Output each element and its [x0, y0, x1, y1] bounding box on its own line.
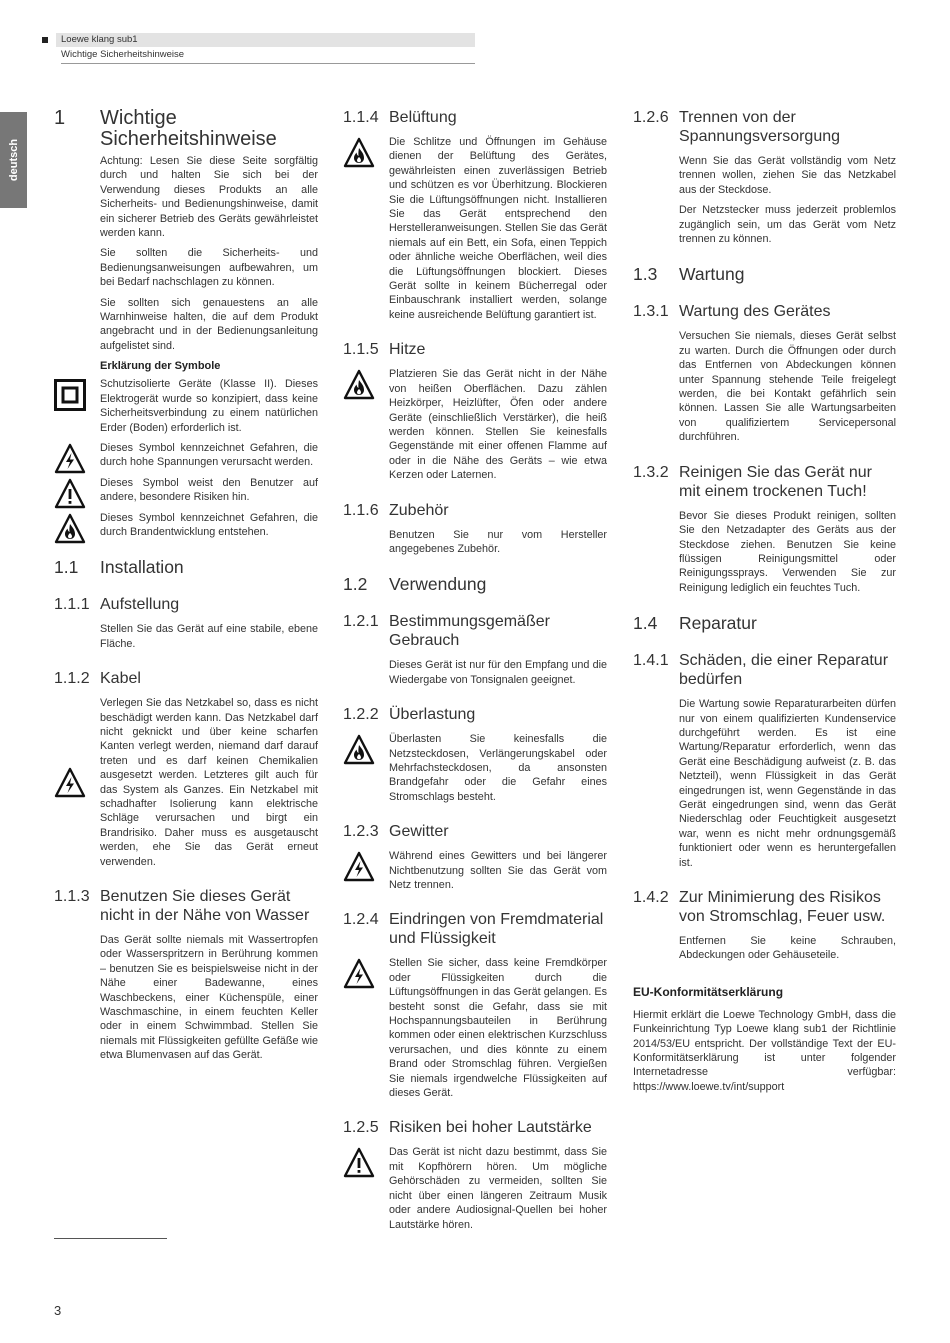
header-section: Wichtige Sicherheitshinweise — [61, 48, 475, 64]
header-bullet — [42, 37, 48, 43]
paragraph: Verlegen Sie das Netzkabel so, dass es nicht beschädigt werden kann. Das Netzkabel darf nicht geknickt und über keine scharfen Kanten verlegt werden, niemand darf darauf treten und es darf keinen Chemikalien ausgesetzt werden. Letzteres gilt auch für das System als Ganzes. Ein Netzkabel mit schadhafter Isolierung kann elektrische Schläge verursachen und birgt ein Brandrisiko. Daher muss es ausgetauscht werden, ehe Sie das Gerät erneut verwenden. — [100, 697, 318, 868]
heading-title: Wichtige Sicherheitshinweise — [100, 107, 277, 150]
heading-title: Verwendung — [389, 574, 487, 595]
heading-number: 1.1.2 — [54, 670, 90, 688]
symbol-row — [54, 476, 318, 505]
heading-1-4-2 — [633, 888, 896, 926]
paragraph: Stellen Sie sicher, dass keine Fremdkörper oder Flüssigkeiten durch die Lüftungsöffnungen in das Gerät gelangen. Es besteht sonst die Gefahr, dass sie mit Hochspannungsbauteilen in Berührung kommen oder einen elektrischen Kurzschluss verursachen, und dies könnte zu einem Brand oder Stromschlag führen. Vergießen Sie niemals irgendwelche Flüssigkeiten auf dieses Gerät. — [389, 957, 607, 1100]
heading-number: 1.3 — [633, 264, 658, 285]
paragraph: Das Gerät ist nicht dazu bestimmt, dass Sie mit Kopfhörern hören. Um mögliche Gehörschäden zu vermeiden, sollten Sie nicht über einen längeren Zeitraum Musik oder andere Audiosignal-Quellen bei hoher Lautstärke hören. — [389, 1146, 607, 1231]
heading-number: 1.3.1 — [633, 303, 669, 321]
heading-number: 1.2.4 — [343, 911, 379, 929]
paragraph: Achtung: Lesen Sie diese Seite sorgfältig durch und halten Sie sich bei der Verwendung dieses Produkts an alle Sicherheits- und Bedienungshinweise, damit ein sicherer Betrieb des Geräts gewährleistet werden kann. — [100, 155, 318, 240]
paragraph: Das Gerät sollte niemals mit Wassertropfen oder Wasserspritzern in Berührung kommen – benutzen Sie es beispielsweise nicht in der Nähe einer Badewanne, eines Waschbeckens, einer Küchenspüle, einer Waschmaschine, in einem feuchten Keller oder in einem Schwimmbad. Stellen Sie niemals mit Flüssigkeiten gefüllte Gefäße wie etwa Blumenvasen auf das Gerät. — [100, 934, 318, 1062]
paragraph: Bevor Sie dieses Produkt reinigen, sollten Sie den Netzadapter des Geräts aus der Steckdose ziehen. Benutzen Sie keine flüssigen Reinigungsmittel oder Reinigungssprays. Verwenden Sie zur Reinigung lediglich ein feuchtes Tuch. — [679, 509, 896, 594]
paragraph: Der Netzstecker muss jederzeit problemlos zugänglich sein, um das Gerät vom Netz trennen zu können. — [679, 204, 896, 246]
exclamation-warning-icon — [54, 478, 86, 510]
paragraph: Entfernen Sie keine Schrauben, Abdeckungen oder Gehäuseteile. — [679, 935, 896, 962]
language-tab-label: deutsch — [7, 138, 20, 182]
page-number: 3 — [54, 1303, 62, 1318]
symbol-description: Dieses Symbol kennzeichnet Gefahren, die durch hohe Spannungen verursacht werden. — [100, 441, 318, 469]
heading-number: 1.2.5 — [343, 1119, 379, 1137]
paragraph: Die Wartung sowie Reparaturarbeiten dürfen nur von einem qualifizierten Kundenservice durchgeführt werden. Es ist eine Wartung/Reparatur erforderlich, wenn das Gerät eine Beschädigung aufweist (z. B. das Netzteil), wenn Flüssigkeit in das Gerät eingedrungen ist, wenn Gegenstände in das Gerät eingedrungen sind, wenn das Gerät Niederschlag oder Feuchtigkeit ausgesetzt war, wenn es nicht mehr ordnungsgemäß funktioniert oder wenn es heruntergefallen ist. — [679, 698, 896, 869]
heading-1 — [54, 108, 318, 150]
heading-number: 1.4 — [633, 613, 658, 634]
heading-1-4 — [633, 613, 896, 633]
heading-title: Risiken bei hoher Lautstärke — [389, 1119, 592, 1137]
heading-1-1-2 — [54, 669, 318, 688]
heading-title: Schäden, die einer Reparatur bedürfen — [679, 652, 889, 689]
heading-number: 1.4.1 — [633, 652, 669, 670]
symbol-description: Schutzisolierte Geräte (Klasse II). Dieses Elektrogerät wurde so konzipiert, dass keine Sicherheitsverbindung zu einem natürlichen Erder (Boden) erforderlich ist. — [100, 378, 318, 434]
footnote-divider — [54, 1238, 167, 1239]
symbol-description: Dieses Symbol weist den Benutzer auf andere, besondere Risiken hin. — [100, 476, 318, 504]
heading-1-2-2 — [343, 705, 607, 724]
heading-title: Eindringen von Fremdmaterial und Flüssigkeit — [389, 911, 604, 948]
heading-number: 1.1.5 — [343, 341, 379, 359]
heading-number: 1.3.2 — [633, 463, 669, 481]
heading-number: 1.2 — [343, 574, 368, 595]
heading-title: Installation — [100, 557, 184, 578]
column-3 — [633, 108, 896, 1094]
warning-block — [343, 367, 607, 482]
column-2 — [343, 108, 607, 1238]
high-voltage-icon — [54, 767, 86, 799]
warning-block — [343, 1145, 607, 1231]
high-voltage-icon — [343, 958, 375, 990]
heading-title: Kabel — [100, 670, 141, 688]
fire-warning-icon — [343, 734, 375, 766]
heading-title: Zur Minimierung des Risikos von Stromschlag, Feuer usw. — [679, 889, 886, 925]
exclamation-warning-icon — [343, 1147, 375, 1179]
heading-1-3-2 — [633, 463, 896, 501]
heading-1-2-1 — [343, 612, 607, 650]
heading-title: Überlastung — [389, 706, 476, 724]
heading-1-1 — [54, 557, 318, 577]
heading-1-3-1 — [633, 302, 896, 321]
heading-number: 1 — [54, 107, 66, 129]
warning-block — [343, 135, 607, 322]
paragraph: Wenn Sie das Gerät vollständig vom Netz trennen wollen, ziehen Sie das Netzkabel aus der Steckdose. — [679, 155, 896, 196]
paragraph: Dieses Gerät ist nur für den Empfang und die Wiedergabe von Tonsignalen geeignet. — [389, 659, 607, 686]
heading-title: Hitze — [389, 341, 426, 359]
header-product: Loewe klang sub1 — [56, 33, 475, 47]
paragraph: Platzieren Sie das Gerät nicht in der Nähe von heißen Oberflächen. Dazu zählen Heizkörper, Heizlüfter, Öfen oder andere Geräte (einschließlich Verstärker), die heiß werden können. Stellen Sie keinesfalls Gegenstände mit einer offenen Flamme auf oder in die Nähe des Geräts – wie etwa Kerzen oder Laternen. — [389, 368, 607, 482]
heading-title: Bestimmungsgemäßer Gebrauch — [389, 613, 550, 650]
heading-title: Gewitter — [389, 823, 449, 841]
heading-number: 1.2.2 — [343, 706, 379, 724]
heading-title: Reparatur — [679, 613, 757, 634]
heading-number: 1.1 — [54, 557, 79, 578]
high-voltage-icon — [54, 443, 86, 475]
symbol-row — [54, 511, 318, 540]
heading-title: Benutzen Sie dieses Gerät nicht in der Nähe von Wasser — [100, 888, 310, 925]
paragraph: Stellen Sie das Gerät auf eine stabile, ebene Fläche. — [100, 623, 318, 650]
heading-title: Aufstellung — [100, 596, 180, 614]
heading-1-2-6 — [633, 108, 896, 146]
heading-1-2-4 — [343, 910, 607, 948]
column-1 — [54, 108, 318, 1069]
heading-number: 1.1.3 — [54, 888, 90, 906]
fire-warning-icon — [343, 369, 375, 401]
heading-1-2-3 — [343, 822, 607, 841]
heading-number: 1.2.3 — [343, 823, 379, 841]
double-square-icon — [54, 379, 86, 411]
heading-title: Trennen von der Spannungsversorgung — [679, 109, 841, 145]
heading-title: Belüftung — [389, 109, 457, 126]
warning-block — [343, 732, 607, 804]
heading-1-1-4 — [343, 108, 607, 127]
heading-number: 1.1.4 — [343, 109, 379, 126]
heading-title: Wartung des Gerätes — [679, 303, 831, 321]
heading-1-1-6 — [343, 501, 607, 520]
paragraph: Die Schlitze und Öffnungen im Gehäuse dienen der Belüftung des Gerätes, gewährleisten einen zuverlässigen Betrieb und schützen es vor Überhitzung. Blockieren Sie die Lüftungsöffnungen nicht. Installieren Sie das Gerät entsprechend den Herstelleranweisungen. Stellen Sie das Gerät niemals auf ein Bett, ein Sofa, einen Teppich oder ähnliche weiche Oberflächen, weil dies die Lüftungsöffnungen blockiert. Dieses Gerät sollte in keinem Bücherregal oder Einbauschrank installiert werden, solange keine ausreichende Belüftung garantiert ist. — [389, 136, 607, 321]
heading-1-1-1 — [54, 595, 318, 614]
fire-warning-icon — [343, 137, 375, 169]
paragraph: Sie sollten sich genauestens an alle Warnhinweise halten, die auf dem Produkt angebracht und in der Bedienungsanleitung aufgelistet sind. — [100, 296, 318, 352]
eu-conformity-heading: EU-Konformitätserklärung — [633, 984, 784, 999]
heading-number: 1.4.2 — [633, 889, 669, 906]
heading-number: 1.2.6 — [633, 109, 669, 126]
heading-1-1-5 — [343, 340, 607, 359]
heading-1-4-1 — [633, 651, 896, 689]
heading-title: Wartung — [679, 264, 745, 285]
heading-1-2-5 — [343, 1118, 607, 1137]
paragraph: Benutzen Sie nur vom Hersteller angegebenes Zubehör. — [389, 528, 607, 555]
symbol-description: Dieses Symbol kennzeichnet Gefahren, die durch Brandentwicklung entstehen. — [100, 511, 318, 538]
paragraph: Überlasten Sie keinesfalls die Netzsteckdosen, Verlängerungskabel oder Mehrfachsteckdosen, da ansonsten Brandgefahr oder die Gefahr eines Stromschlags besteht. — [389, 733, 607, 803]
eu-conformity-text: Hiermit erklärt die Loewe Technology GmbH, dass die Funkeinrichtung Typ Loewe klang sub1 der Richtlinie 2014/53/EU entspricht. Der vollständige Text der EU-Konformitätserklärung ist unter folgender Internetadresse verfügbar: https://www.loewe.tv/int/support — [633, 1008, 896, 1093]
heading-number: 1.1.6 — [343, 501, 379, 519]
warning-block — [343, 956, 607, 1100]
heading-number: 1.2.1 — [343, 613, 379, 631]
warning-block — [54, 696, 318, 869]
paragraph: Sie sollten die Sicherheits- und Bedienungsanweisungen aufbewahren, um bei Bedarf nachschlagen zu können. — [100, 247, 318, 289]
fire-warning-icon — [54, 513, 86, 545]
symbol-row — [54, 441, 318, 470]
symbol-row — [54, 377, 318, 435]
heading-1-1-3 — [54, 887, 318, 925]
heading-1-3 — [633, 264, 896, 284]
heading-title: Reinigen Sie das Gerät nur mit einem trockenen Tuch! — [679, 463, 872, 500]
language-tab — [0, 112, 27, 208]
symbols-heading: Erklärung der Symbole — [100, 360, 221, 373]
heading-title: Zubehör — [389, 501, 449, 519]
heading-number: 1.1.1 — [54, 596, 90, 614]
warning-block — [343, 849, 607, 892]
high-voltage-icon — [343, 851, 375, 883]
heading-1-2 — [343, 574, 607, 594]
paragraph: Während eines Gewitters und bei längerer Nichtbenutzung sollten Sie das Gerät vom Netz trennen. — [389, 850, 607, 891]
paragraph: Versuchen Sie niemals, dieses Gerät selbst zu warten. Durch die Öffnungen oder durch das Entfernen von Abdeckungen können unter Spannung stehende Teile freigelegt werden, die bei Kontakt gefährlich sein können. Lassen Sie alle Wartungsarbeiten von qualifiziertem Servicepersonal durchführen. — [679, 330, 896, 444]
